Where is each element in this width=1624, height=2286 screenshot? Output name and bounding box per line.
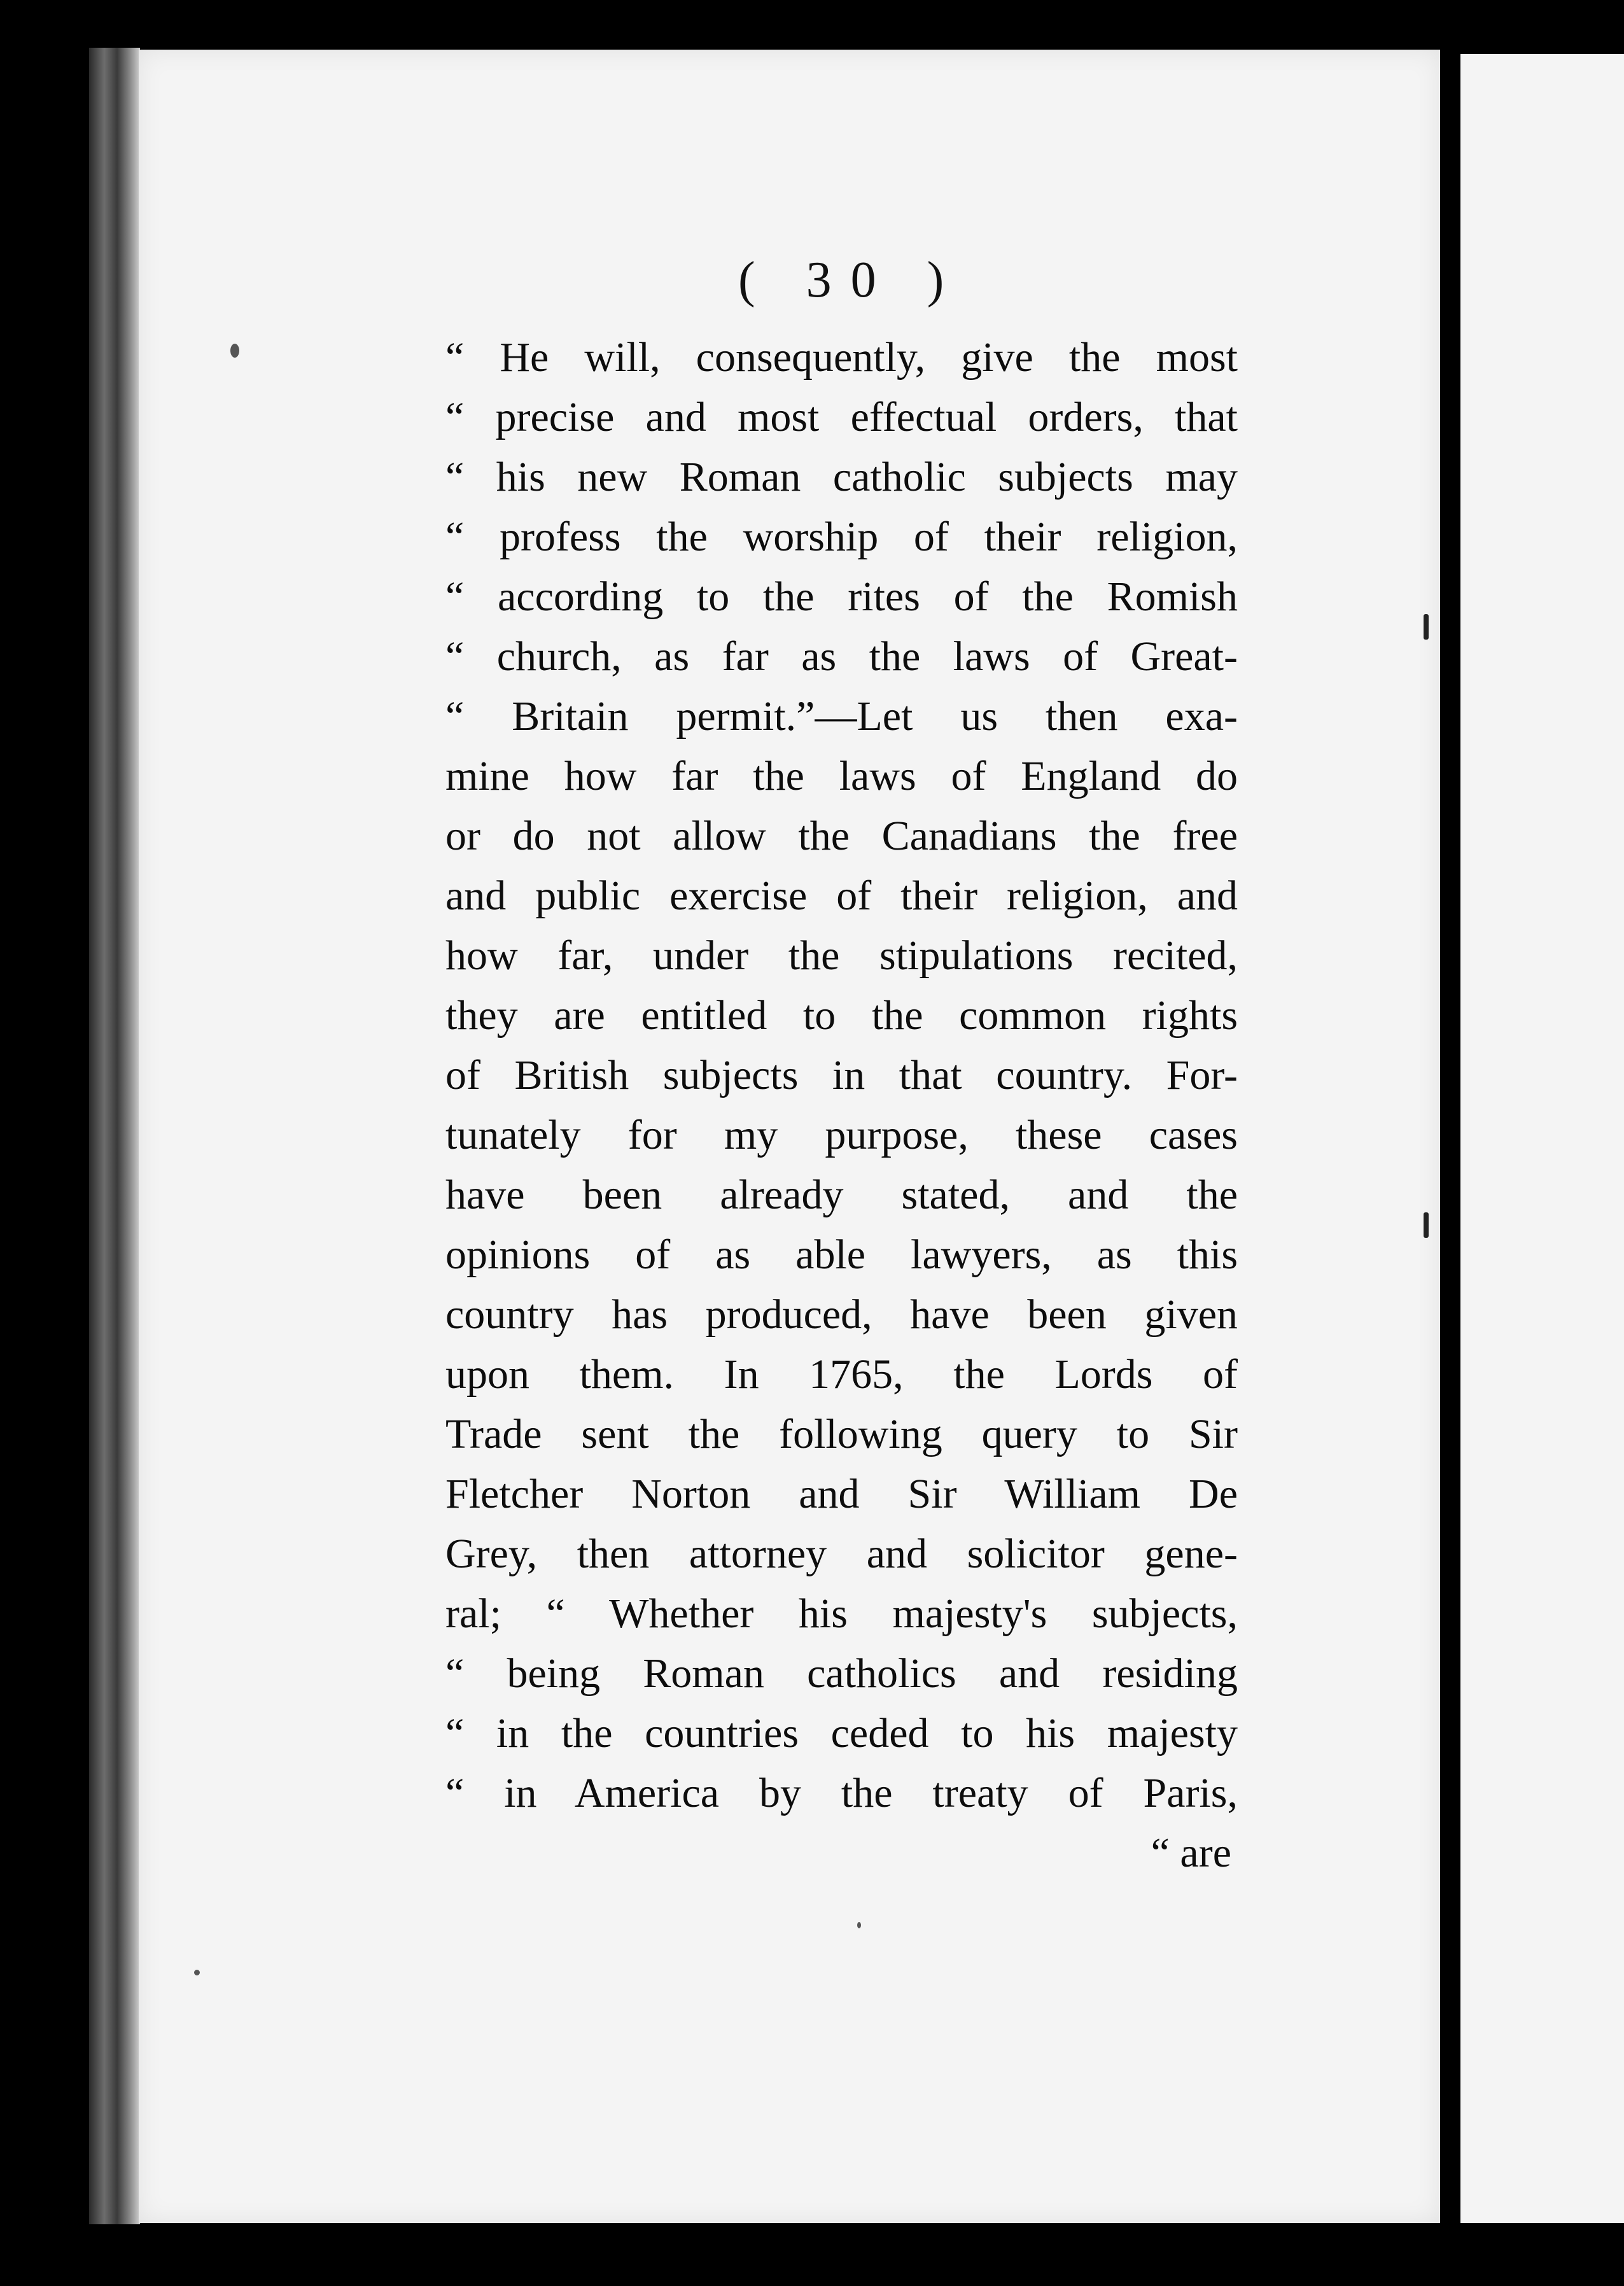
text-line: “ in the countries ceded to his majesty: [445, 1710, 1238, 1757]
text-line: they are entitled to the common rights: [445, 992, 1238, 1039]
text-line: ral; “ Whether his majesty's subjects,: [445, 1590, 1238, 1637]
text-line: “ church, as far as the laws of Great-: [445, 633, 1238, 680]
text-line: have been already stated, and the: [445, 1172, 1238, 1218]
text-line: and public exercise of their religion, and: [445, 873, 1238, 919]
page-number: ( 30 ): [738, 252, 963, 308]
text-line: Trade sent the following query to Sir: [445, 1411, 1238, 1457]
text-line: “ being Roman catholics and residing: [445, 1650, 1238, 1697]
text-line: Grey, then attorney and solicitor gene-: [445, 1531, 1238, 1577]
text-line: “ in America by the treaty of Paris,: [445, 1770, 1238, 1816]
text-line: “ according to the rites of the Romish: [445, 573, 1238, 620]
text-line: “ Britain permit.”—Let us then exa-: [445, 693, 1238, 740]
adjacent-page-edge: [1460, 54, 1624, 2223]
ink-speck: [1424, 1212, 1429, 1238]
catchword: “ are: [1151, 1830, 1231, 1876]
text-line: country has produced, have been given: [445, 1291, 1238, 1338]
page-gutter: [1440, 50, 1460, 2223]
text-line: or do not allow the Canadians the free: [445, 813, 1238, 859]
ink-speck: [230, 344, 239, 358]
body-text: [445, 328, 1238, 1883]
text-line: of British subjects in that country. For-: [445, 1052, 1238, 1098]
text-line: “ his new Roman catholic subjects may: [445, 454, 1238, 500]
text-line: upon them. In 1765, the Lords of: [445, 1351, 1238, 1398]
text-line: “ profess the worship of their religion,: [445, 514, 1238, 560]
text-line: Fletcher Norton and Sir William De: [445, 1471, 1238, 1517]
ink-speck: [1424, 614, 1429, 640]
ink-speck: [857, 1922, 861, 1928]
text-line: how far, under the stipulations recited,: [445, 932, 1238, 979]
text-line: “ He will, consequently, give the most: [445, 334, 1238, 381]
book-spine: [89, 48, 140, 2224]
text-line: tunately for my purpose, these cases: [445, 1112, 1238, 1158]
text-line: “ precise and most effectual orders, that: [445, 394, 1238, 440]
ink-speck: [194, 1970, 200, 1975]
text-line: mine how far the laws of England do: [445, 753, 1238, 799]
text-line: opinions of as able lawyers, as this: [445, 1231, 1238, 1278]
